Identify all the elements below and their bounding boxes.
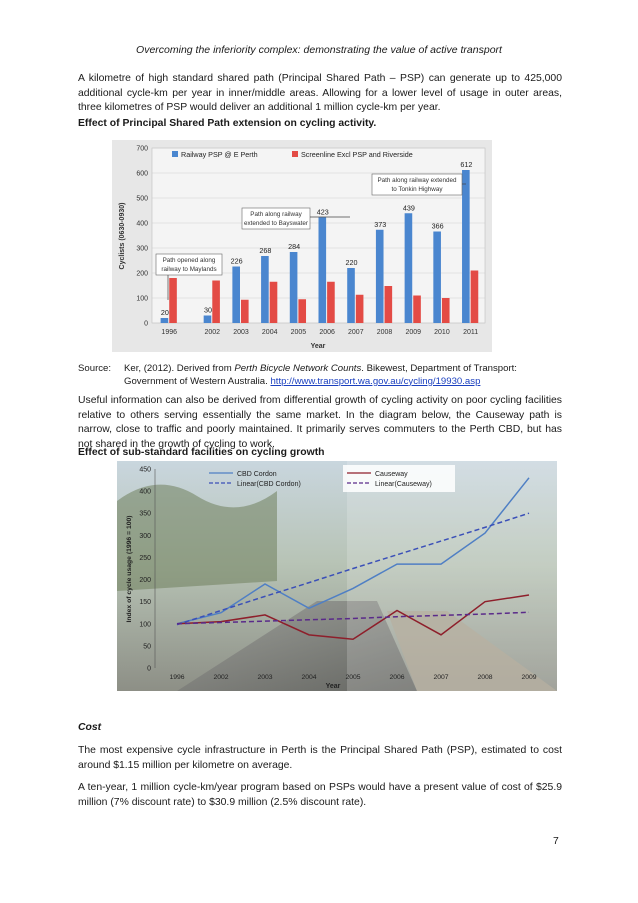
annotation-tonkin-line2: to Tonkin Highway	[391, 186, 443, 193]
psp-bar-chart	[112, 140, 492, 352]
annotation-tonkin-line1: Path along railway extended	[377, 177, 457, 184]
y-tick-500: 500	[136, 195, 148, 203]
intro-paragraph: A kilometre of high standard shared path (Principal Shared Path – PSP) can generate up to 425,000 additional cycle-km per year in inner/middle areas. Allowing for a lower level of usage in outer areas, three kilometres of PSP would deliver an additional 1 million cycle-km per year.	[78, 73, 562, 114]
source-label: Source:	[78, 363, 112, 374]
y-tick-700: 700	[136, 145, 148, 153]
bar-psp-2006	[319, 217, 327, 323]
bar-screenline-1996	[169, 278, 177, 323]
y-tick-350: 350	[139, 510, 151, 518]
x-tick-2005: 2005	[345, 674, 361, 681]
x-tick-2006: 2006	[319, 329, 335, 336]
x-tick-2002: 2002	[204, 329, 221, 336]
data-label-2008: 373	[374, 219, 387, 229]
bar-screenline-2002	[212, 281, 220, 324]
y-tick-400: 400	[136, 220, 148, 228]
y-tick-600: 600	[136, 170, 148, 178]
legend-label-causeway: Causeway	[375, 471, 408, 478]
x-tick-2011: 2011	[463, 329, 479, 336]
annotation-maylands-line1: Path opened along	[162, 257, 216, 264]
x-tick-2003: 2003	[257, 674, 273, 681]
x-tick-2002: 2002	[213, 674, 229, 681]
x-axis-title: Year	[325, 683, 341, 690]
y-axis-title: Index of cycle usage (1996 = 100)	[126, 515, 133, 623]
x-tick-1996: 1996	[169, 674, 185, 681]
y-tick-0: 0	[147, 665, 151, 673]
data-label-2010: 366	[431, 221, 444, 231]
bar-psp-2010	[433, 232, 441, 324]
bar-psp-2004	[261, 256, 269, 323]
x-tick-1996: 1996	[161, 329, 178, 336]
bar-screenline-2004	[270, 282, 278, 323]
x-tick-2007: 2007	[348, 329, 364, 336]
bar-psp-2011	[462, 170, 470, 323]
x-tick-2003: 2003	[233, 329, 249, 336]
figure2-heading: Effect of sub-standard facilities on cycling growth	[78, 447, 325, 458]
source-citation: Ker, (2012). Derived from Perth Bicycle Network Counts. Bikewest, Department of Transport: Government of Western Australia. http://www.transport.wa.gov.au/cycling/19930.asp	[124, 363, 517, 387]
y-tick-50: 50	[143, 643, 151, 651]
bar-screenline-2009	[413, 296, 421, 324]
data-label-2003: 226	[230, 256, 243, 266]
legend-label-cbd-cordon: CBD Cordon	[237, 471, 277, 478]
annotation-bayswater-line2: extended to Bayswater	[243, 220, 309, 227]
x-axis-title: Year	[310, 343, 326, 350]
bar-screenline-2003	[241, 300, 249, 323]
bar-psp-2008	[376, 230, 384, 323]
y-tick-250: 250	[139, 554, 151, 562]
data-label-2004: 268	[259, 246, 272, 255]
x-tick-2008: 2008	[477, 674, 493, 681]
bar-psp-2005	[290, 252, 298, 323]
data-label-1996: 20	[160, 308, 169, 317]
cost-paragraph-1: The most expensive cycle infrastructure in Perth is the Principal Shared Path (PSP), estimated to cost around $1.15 million per kilometre on average.	[78, 745, 562, 771]
legend-label-linear-causeway: Linear(Causeway)	[375, 481, 432, 488]
legend-swatch-screenline	[292, 151, 298, 157]
bar-screenline-2005	[298, 299, 306, 323]
x-tick-2005: 2005	[290, 329, 307, 336]
photo-right-panel	[347, 461, 557, 691]
x-tick-2007: 2007	[433, 674, 449, 681]
x-tick-2006: 2006	[389, 674, 405, 681]
data-label-2009: 439	[402, 203, 415, 213]
y-tick-200: 200	[139, 577, 151, 585]
data-label-2002: 30	[203, 305, 212, 315]
y-tick-150: 150	[139, 599, 151, 607]
annotation-maylands-line2: railway to Maylands	[161, 266, 217, 273]
y-tick-0: 0	[144, 320, 148, 328]
x-tick-2004: 2004	[261, 329, 278, 336]
y-tick-200: 200	[136, 270, 148, 278]
y-tick-400: 400	[139, 488, 151, 496]
y-tick-100: 100	[139, 621, 151, 629]
x-tick-2009: 2009	[405, 329, 422, 336]
y-tick-100: 100	[136, 295, 148, 303]
cost-paragraph-2: A ten-year, 1 million cycle-km/year program based on PSPs would have a present value of cost of $25.9 million (7% discount rate) to $30.9 million (2.5% discount rate).	[78, 782, 562, 808]
legend-swatch-railway-psp	[172, 151, 178, 157]
annotation-bayswater-line1: Path along railway	[250, 211, 302, 218]
data-label-2005: 284	[288, 242, 301, 251]
y-tick-450: 450	[139, 466, 151, 474]
cost-heading: Cost	[78, 722, 102, 733]
cycling-growth-line-chart	[117, 461, 557, 691]
bar-psp-2007	[347, 268, 355, 323]
page-number: 7	[553, 836, 559, 847]
x-tick-2009: 2009	[521, 674, 537, 681]
bar-psp-2003	[232, 267, 240, 324]
x-tick-2008: 2008	[376, 329, 393, 336]
data-label-2007: 220	[345, 258, 358, 267]
legend-label-linear-cbd: Linear(CBD Cordon)	[237, 481, 301, 488]
bar-psp-1996	[161, 318, 169, 323]
bar-screenline-2007	[356, 295, 364, 323]
causeway-paragraph: Useful information can also be derived from differential growth of cycling activity on poor cycling facilities relative to others serving essentially the same market. In the diagram below, the Causeway path is narrow, close to traffic and poorly maintained. It primarily serves commuters to the Perth CBD, but has not shared in the growth of cycling to work.	[78, 395, 562, 450]
figure1-heading: Effect of Principal Shared Path extension on cycling activity.	[78, 118, 377, 129]
bar-psp-2009	[405, 213, 413, 323]
x-tick-2004: 2004	[301, 674, 317, 681]
y-tick-300: 300	[136, 245, 148, 253]
y-axis-title: Cyclists (0630-0930)	[119, 202, 126, 270]
bar-psp-2002	[204, 316, 212, 324]
bar-screenline-2011	[471, 271, 479, 324]
bar-screenline-2006	[327, 282, 335, 323]
y-tick-300: 300	[139, 532, 151, 540]
running-header: Overcoming the inferiority complex: demonstrating the value of active transport	[136, 44, 502, 56]
legend-label-screenline: Screenline Excl PSP and Riverside	[301, 150, 413, 159]
data-label-2006: 423	[316, 207, 329, 217]
x-tick-2010: 2010	[434, 329, 450, 336]
source-link[interactable]: http://www.transport.wa.gov.au/cycling/19930.asp	[270, 375, 481, 387]
data-label-2011: 612	[460, 160, 473, 169]
legend-label-railway-psp: Railway PSP @ E Perth	[181, 150, 258, 159]
bar-screenline-2010	[442, 298, 450, 323]
bar-screenline-2008	[385, 286, 393, 323]
